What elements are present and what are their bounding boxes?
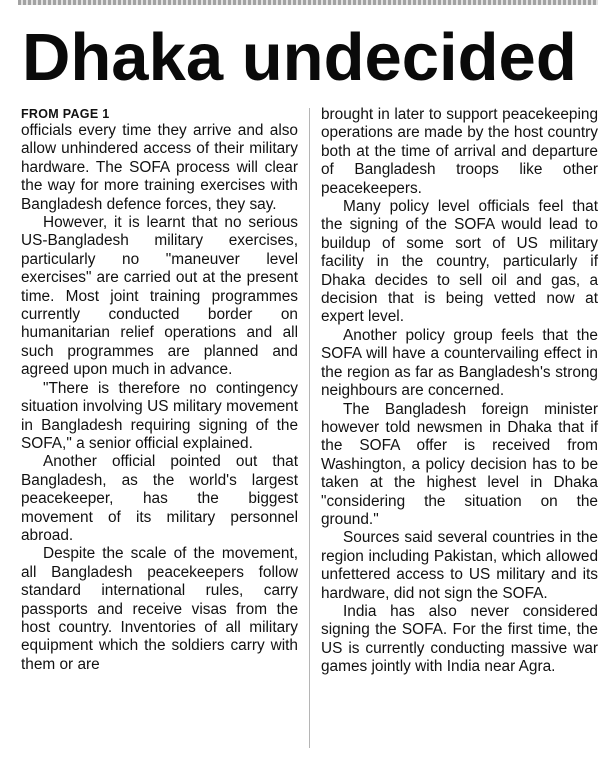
paragraph: Many policy level officials feel that the signing of the SOFA would lead to buildup of some sort of US military facility in the country, particularly if Dhaka decides to sell oil and gas, a decision that is being vetted now at expert level. bbox=[321, 198, 598, 326]
right-column bbox=[321, 106, 598, 677]
paragraph: "There is therefore no contingency situation involving US military movement in Bangladesh requiring signing of the SOFA," a senior official explained. bbox=[21, 379, 298, 452]
paragraph: Sources said several countries in the region including Pakistan, which allowed unfettered access to US military and its hardware, did not sign the SOFA. bbox=[321, 529, 598, 602]
paragraph: officials every time they arrive and also allow unhindered access of their military hardware. The SOFA process will clear the way for more training exercises with Bangladesh defence forces, they say. bbox=[21, 122, 298, 213]
paragraph: Another official pointed out that Bangladesh, as the world's largest peacekeeper, has the biggest movement of its military personnel abroad. bbox=[21, 453, 298, 544]
paragraph: However, it is learnt that no serious US-Bangladesh military exercises, particularly no "maneuver level exercises" are carried out at the present time. Most joint training programmes currently conducted border on humanitarian relief operations and all such programmes are planned and agreed upon much in advance. bbox=[21, 214, 298, 379]
paragraph: India has also never considered signing the SOFA. For the first time, the US is currently conducting massive war games jointly with India near Agra. bbox=[321, 602, 598, 676]
paragraph: Despite the scale of the movement, all Bangladesh peacekeepers follow standard international rules, carry passports and receive visas from the host country. Inventories of all military equipment which the soldiers carry with them or are bbox=[21, 545, 298, 673]
left-column bbox=[21, 106, 298, 674]
headline: Dhaka undecided bbox=[22, 20, 577, 95]
paragraph: Another policy group feels that the SOFA will have a countervailing effect in the region as far as Bangladesh's strong neighbours are concerned. bbox=[321, 326, 598, 400]
previous-article-edge bbox=[18, 0, 598, 5]
continuation-kicker: FROM PAGE 1 bbox=[21, 107, 110, 121]
paragraph: brought in later to support peacekeeping operations are made by the host country both at the time of arrival and departure of Bangladesh troops like other peacekeepers. bbox=[321, 106, 598, 197]
column-divider bbox=[309, 108, 310, 748]
paragraph: The Bangladesh foreign minister however told newsmen in Dhaka that if the SOFA offer is received from Washington, a policy decision has to be taken at the highest level in Dhaka "considering the situation on the ground." bbox=[321, 400, 598, 528]
